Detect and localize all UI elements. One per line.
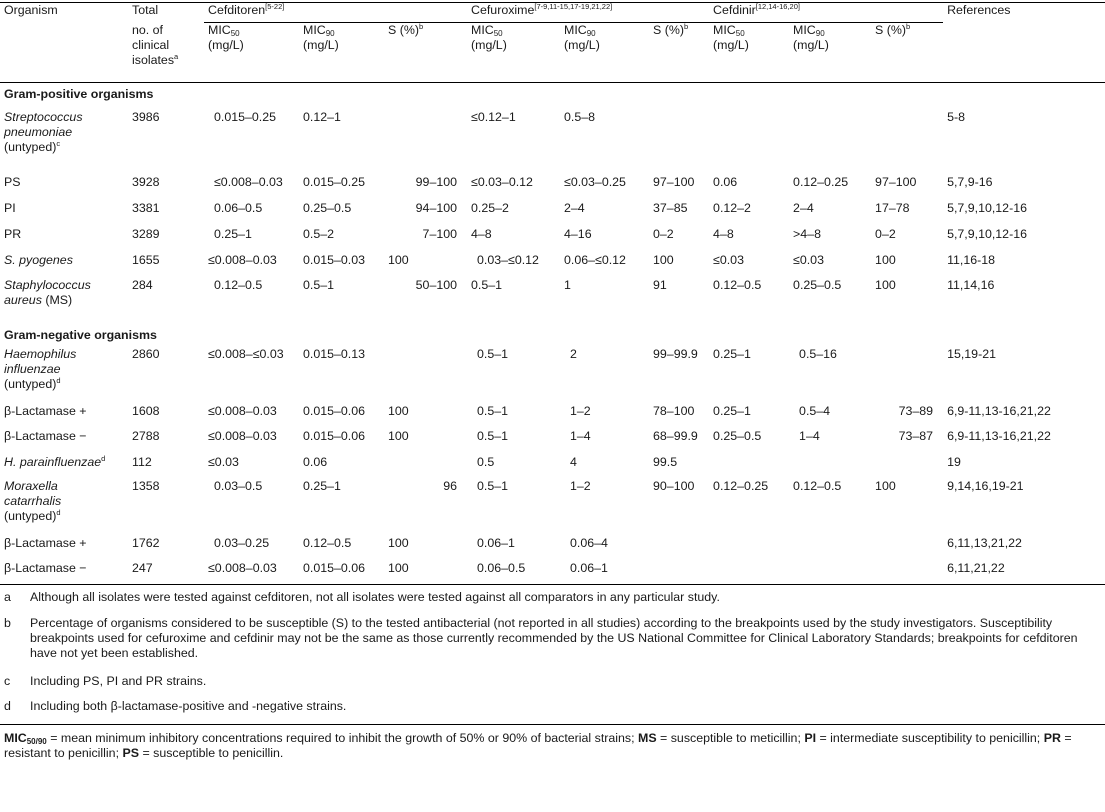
- cell-value: 78–100: [653, 403, 695, 418]
- col-cefuroxime: Cefuroxime[7-9,11-15,17-19,21,22]: [467, 3, 709, 23]
- cell-refs: 6,9-11,13-16,21,22: [947, 403, 1051, 418]
- row-total: 3928: [132, 174, 160, 189]
- table-row: [0, 424, 1105, 450]
- cell-value: 0.06–1: [477, 535, 515, 550]
- row-total: 3986: [132, 109, 160, 124]
- cell-value: 100: [388, 428, 409, 443]
- hdr-s: S (%)$^b$: [875, 22, 911, 37]
- abbreviations: $MIC_{50/90}$ = mean minimum inhibitory concentrations required to inhibit the growth of 50% or 90% of bacterial strains; MS = susceptible to meticillin; PI = intermediate susceptibility to penicillin; PR = resistant to penicillin; PS = susceptible to penicillin.: [0, 724, 1105, 761]
- cell-value: 0.12–2: [713, 200, 751, 215]
- cell-value: 0.12–0.5: [214, 277, 263, 292]
- cell-refs: 19: [947, 454, 961, 469]
- cell-value: 100: [875, 252, 896, 267]
- cell-value: [384, 343, 467, 397]
- col-cefdinir: Cefdinir[12,14-16,20]: [709, 3, 943, 23]
- cell-value: 73–87: [898, 428, 934, 443]
- cell-value: ≤0.03–0.25: [564, 174, 626, 189]
- cell-value: 0.25–0.5: [303, 200, 352, 215]
- cell-value: 0.015–0.06: [303, 428, 366, 443]
- footnote-c: c Including PS, PI and PR strains.: [4, 674, 207, 689]
- row-total: 3381: [132, 200, 160, 215]
- cell-value: ≤0.008–0.03: [208, 428, 277, 443]
- col-cefditoren: Cefditoren[5-22]: [204, 3, 467, 23]
- table-row: [0, 556, 1105, 585]
- cell-value: 1: [564, 277, 571, 292]
- table-header: [0, 3, 1105, 83]
- table-body: [0, 83, 1105, 585]
- cell-value: [871, 107, 943, 169]
- cell-value: [649, 529, 709, 556]
- cell-value: 0.5–1: [477, 346, 509, 361]
- table-row: [0, 529, 1105, 556]
- cell-value: 0.25–1: [303, 478, 341, 493]
- cell-value: [789, 529, 871, 556]
- cell-value: ≤0.008–0.03: [208, 403, 277, 418]
- cell-value: 0.06–0.5: [477, 560, 526, 575]
- cell-value: 4–8: [713, 226, 734, 241]
- cell-value: ≤0.008–0.03: [208, 252, 277, 267]
- cell-value: 0.015–0.03: [303, 252, 366, 267]
- cell-value: ≤0.03–0.12: [471, 174, 533, 189]
- row-organism: β-Lactamase +: [4, 403, 87, 418]
- row-total: 2788: [132, 428, 160, 443]
- table-row: [0, 397, 1105, 424]
- row-total: 112: [132, 454, 152, 469]
- cell-value: [384, 450, 467, 475]
- cell-value: 0.015–0.25: [303, 174, 366, 189]
- cell-value: 0–2: [875, 226, 896, 241]
- col-references: References: [947, 3, 1011, 17]
- hdr-mic90: $MIC_{90}$ (mg/L): [564, 23, 600, 53]
- cell-value: 0.25–0.5: [713, 428, 762, 443]
- section-heading: Gram-negative organisms: [4, 327, 157, 342]
- cell-value: [871, 343, 943, 397]
- table-row: [0, 273, 1105, 315]
- table-row: [0, 343, 1105, 397]
- cell-value: 0.03–0.5: [214, 478, 263, 493]
- cell-refs: 6,11,21,22: [947, 560, 1005, 575]
- row-organism: Staphylococcus aureus (MS): [4, 277, 91, 307]
- cell-value: [789, 107, 871, 169]
- hdr-s: S (%)$^b$: [388, 22, 424, 37]
- cell-refs: 5-8: [947, 109, 965, 124]
- cell-value: 99–100: [415, 174, 458, 189]
- cell-value: ≤0.008–0.03: [208, 560, 277, 575]
- cell-value: 0.12–0.5: [793, 478, 842, 493]
- cell-value: 2–4: [564, 200, 585, 215]
- cell-refs: 5,7,9,10,12-16: [947, 226, 1027, 241]
- cell-value: 0.25–1: [713, 346, 751, 361]
- cell-value: 0.015–0.13: [303, 346, 366, 361]
- cell-value: 0.5–16: [799, 346, 837, 361]
- cell-value: 0.12–0.5: [713, 277, 762, 292]
- cell-value: [649, 556, 709, 585]
- cell-value: 94–100: [415, 200, 458, 215]
- hdr-mic50: $MIC_{50}$ (mg/L): [208, 23, 244, 53]
- cell-value: 50–100: [415, 277, 458, 292]
- cell-value: ≤0.12–1: [471, 109, 516, 124]
- cell-value: 0.5–4: [799, 403, 831, 418]
- cell-value: 0.25–0.5: [793, 277, 842, 292]
- table-row: [0, 222, 1105, 248]
- row-organism: PR: [4, 226, 22, 241]
- cell-value: [709, 450, 789, 475]
- cell-refs: 9,14,16,19-21: [947, 478, 1024, 493]
- row-organism: PI: [4, 200, 16, 215]
- mic-table: [0, 2, 1105, 585]
- cell-value: 97–100: [875, 174, 917, 189]
- row-total: 1608: [132, 403, 160, 418]
- cell-value: 0.5: [477, 454, 495, 469]
- cell-value: 100: [875, 478, 896, 493]
- cell-value: 0.06–≤0.12: [564, 252, 626, 267]
- cell-value: 100: [388, 560, 409, 575]
- cell-value: [709, 107, 789, 169]
- table-row: [0, 196, 1105, 222]
- cell-refs: 5,7,9,10,12-16: [947, 200, 1027, 215]
- cell-value: >4–8: [793, 226, 821, 241]
- cell-value: 99–99.9: [653, 346, 698, 361]
- cell-value: [709, 556, 789, 585]
- row-total: 1762: [132, 535, 160, 550]
- cell-value: 0.015–0.06: [303, 560, 366, 575]
- row-organism: H. parainfluenzae$^d$: [4, 453, 106, 469]
- cell-value: 100: [653, 252, 674, 267]
- row-total: 1655: [132, 252, 160, 267]
- cell-value: 4–8: [471, 226, 492, 241]
- row-total: 284: [132, 277, 153, 292]
- cell-value: 4: [570, 454, 577, 469]
- cell-value: 96: [443, 478, 458, 493]
- table-row: [0, 248, 1105, 273]
- cell-value: 1–4: [570, 428, 591, 443]
- cell-value: 0–2: [653, 226, 674, 241]
- cell-value: 0.12–0.25: [793, 174, 849, 189]
- cell-refs: 5,7,9-16: [947, 174, 993, 189]
- cell-value: 17–78: [875, 200, 910, 215]
- row-organism: Streptococcus pneumoniae (untyped)$^c$: [4, 109, 83, 154]
- cell-value: 0.06–0.5: [214, 200, 263, 215]
- cell-value: 91: [653, 277, 667, 292]
- cell-value: [871, 556, 943, 585]
- hdr-mic50: $MIC_{50}$ (mg/L): [471, 23, 507, 53]
- cell-value: 0.25–1: [713, 403, 751, 418]
- footnotes: [0, 585, 1105, 724]
- cell-value: [789, 450, 871, 475]
- cell-value: 2–4: [793, 200, 814, 215]
- cell-value: 1–2: [570, 478, 591, 493]
- cell-refs: 11,16-18: [947, 252, 996, 267]
- row-organism: β-Lactamase −: [4, 560, 87, 575]
- table-row: [0, 450, 1105, 475]
- cell-value: 0.25–1: [214, 226, 252, 241]
- cell-value: 0.5–1: [477, 428, 509, 443]
- cell-value: 0.06–1: [570, 560, 608, 575]
- row-total: 3289: [132, 226, 160, 241]
- cell-value: 0.12–1: [303, 109, 341, 124]
- hdr-mic50: $MIC_{50}$ (mg/L): [713, 23, 749, 53]
- footnote-d: d Including both β-lactamase-positive and -negative strains.: [4, 699, 347, 714]
- cell-value: [649, 107, 709, 169]
- cell-value: 100: [388, 252, 409, 267]
- cell-value: ≤0.03: [208, 454, 239, 469]
- cell-value: 0.06: [303, 454, 328, 469]
- row-total: 2860: [132, 346, 160, 361]
- cell-value: 4–16: [564, 226, 592, 241]
- cell-value: 0.5–1: [303, 277, 335, 292]
- cell-value: 0.5–1: [477, 478, 509, 493]
- footnote-a: a Although all isolates were tested against cefditoren, not all isolates were tested against all comparators in any particular study.: [4, 590, 720, 605]
- cell-value: 0.03–0.25: [214, 535, 270, 550]
- cell-value: 0.5–8: [564, 109, 596, 124]
- cell-value: 0.06–4: [570, 535, 608, 550]
- cell-value: [384, 107, 467, 169]
- cell-value: 2: [570, 346, 577, 361]
- row-organism: Moraxella catarrhalis (untyped)$^d$: [4, 478, 62, 523]
- row-organism: β-Lactamase −: [4, 428, 87, 443]
- cell-refs: 6,9-11,13-16,21,22: [947, 428, 1051, 443]
- cell-value: [871, 529, 943, 556]
- cell-value: ≤0.008–0.03: [214, 174, 283, 189]
- col-organism: Organism: [4, 3, 58, 17]
- cell-value: 100: [388, 403, 409, 418]
- cell-value: 0.12–0.25: [713, 478, 769, 493]
- cell-value: 0.06: [713, 174, 738, 189]
- cell-value: 37–85: [653, 200, 688, 215]
- table-row: [0, 169, 1105, 196]
- cell-value: 0.5–2: [303, 226, 335, 241]
- cell-value: 0.5–1: [477, 403, 509, 418]
- col-total-sub: no. of clinical isolates$^a$: [132, 22, 179, 67]
- row-total: 1358: [132, 478, 160, 493]
- row-organism: S. pyogenes: [4, 252, 73, 267]
- cell-refs: 6,11,13,21,22: [947, 535, 1022, 550]
- cell-value: 99.5: [653, 454, 678, 469]
- hdr-mic90: $MIC_{90}$ (mg/L): [303, 23, 339, 53]
- cell-value: 73–89: [898, 403, 934, 418]
- cell-value: 0.015–0.25: [214, 109, 277, 124]
- footnote-b: b Percentage of organisms considered to be susceptible (S) to the tested antibacterial (not reported in all studies) according to the breakpoints used by the study investigators. Susceptibility breakpoints used for cefuroxime and cefdinir may not be the same as those currently recommended by the US National Committee for Clinical Laboratory Standards; breakpoints for cefditoren have not yet been established.: [4, 616, 1078, 661]
- row-organism: Haemophilus influenzae (untyped)$^d$: [4, 346, 77, 391]
- cell-value: [789, 556, 871, 585]
- cell-value: ≤0.03: [713, 252, 744, 267]
- cell-value: 0.5–1: [471, 277, 503, 292]
- hdr-s: S (%)$^b$: [653, 22, 689, 37]
- cell-value: 0.25–2: [471, 200, 509, 215]
- col-total: Total: [132, 3, 159, 17]
- cell-value: ≤0.03: [793, 252, 824, 267]
- cell-value: [709, 529, 789, 556]
- cell-value: 100: [875, 277, 896, 292]
- cell-value: 7–100: [422, 226, 458, 241]
- cell-value: 0.015–0.06: [303, 403, 366, 418]
- table-row: [0, 107, 1105, 169]
- row-total: 247: [132, 560, 153, 575]
- cell-value: 0.12–0.5: [303, 535, 352, 550]
- cell-refs: 11,14,16: [947, 277, 995, 292]
- cell-value: 0.03–≤0.12: [477, 252, 539, 267]
- cell-value: 68–99.9: [653, 428, 698, 443]
- cell-value: 1–4: [799, 428, 820, 443]
- table-row: [0, 475, 1105, 529]
- cell-value: 1–2: [570, 403, 591, 418]
- hdr-mic90: $MIC_{90}$ (mg/L): [793, 23, 829, 53]
- section-heading: Gram-positive organisms: [4, 87, 154, 101]
- cell-value: [871, 450, 943, 475]
- cell-value: 97–100: [653, 174, 695, 189]
- cell-value: 100: [388, 535, 409, 550]
- cell-value: 90–100: [653, 478, 695, 493]
- cell-value: ≤0.008–≤0.03: [208, 346, 284, 361]
- cell-refs: 15,19-21: [947, 346, 996, 361]
- row-organism: β-Lactamase +: [4, 535, 87, 550]
- row-organism: PS: [4, 174, 21, 189]
